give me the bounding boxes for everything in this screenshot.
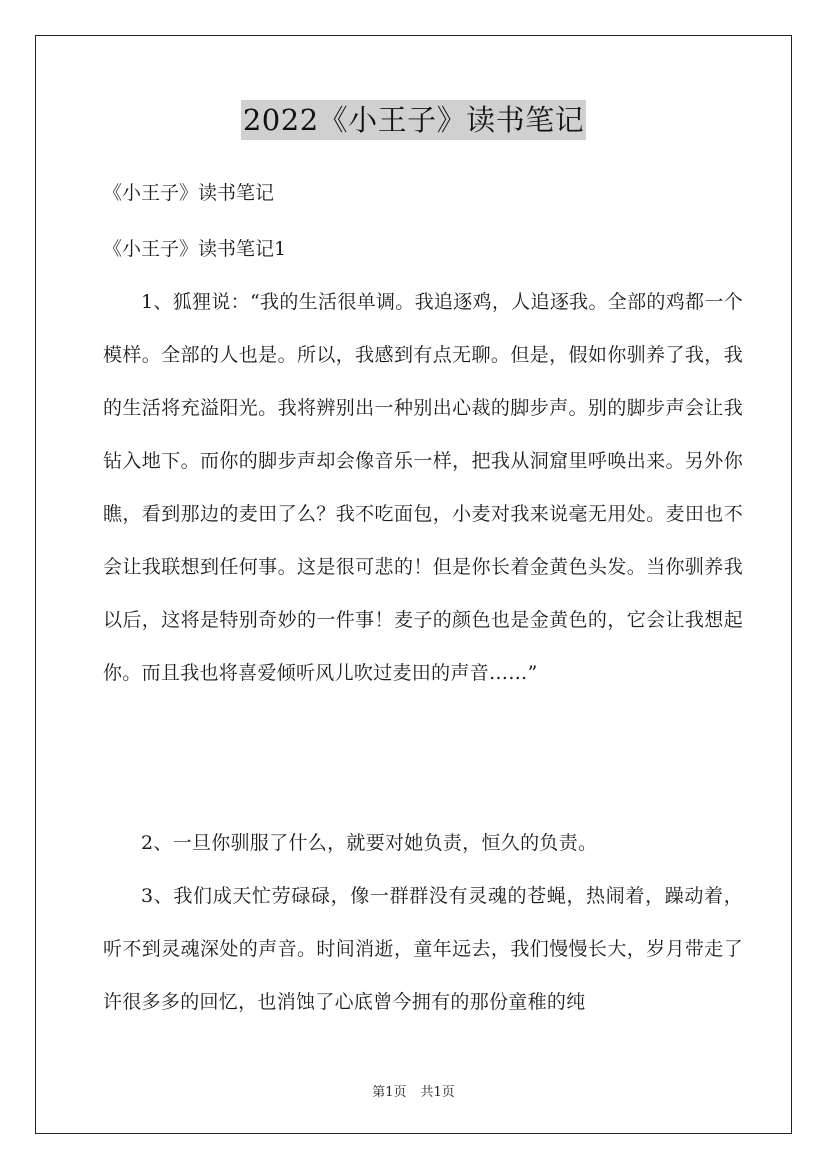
- document-title: 2022《小王子》读书笔记: [241, 100, 586, 140]
- title-wrapper: [0, 100, 827, 140]
- section-heading: 《小王子》读书笔记1: [103, 238, 287, 260]
- page-footer: [0, 1084, 827, 1102]
- document-subtitle: 《小王子》读书笔记: [103, 182, 275, 204]
- page-number: 第1页: [372, 1085, 407, 1100]
- page-total: 共1页: [420, 1085, 455, 1100]
- paragraph-1: 1、狐狸说：“我的生活很单调。我追逐鸡，人追逐我。全部的鸡都一个模样。全部的人也是。所以，我感到有点无聊。但是，假如你驯养了我，我的生活将充溢阳光。我将辨别出一种别出心裁的脚步声。别的脚步声会让我钻入地下。而你的脚步声却会像音乐一样，把我从洞窟里呼唤出来。另外你瞧，看到那边的麦田了么？我不吃面包，小麦对我来说毫无用处。麦田也不会让我联想到任何事。这是很可悲的！但是你长着金黄色头发。当你驯养我以后，这将是特别奇妙的一件事！麦子的颜色也是金黄色的，它会让我想起你。而且我也将喜爱倾听风儿吹过麦田的声音……”: [103, 291, 743, 684]
- paragraph-3: 3、我们成天忙劳碌碌，像一群群没有灵魂的苍蝇，热闹着，躁动着，听不到灵魂深处的声音。时间消逝，童年远去，我们慢慢长大，岁月带走了许很多多的回忆，也消蚀了心底曾今拥有的那份童稚的纯: [103, 885, 743, 1013]
- paragraph-2: 2、一旦你驯服了什么，就要对她负责，恒久的负责。: [141, 832, 598, 854]
